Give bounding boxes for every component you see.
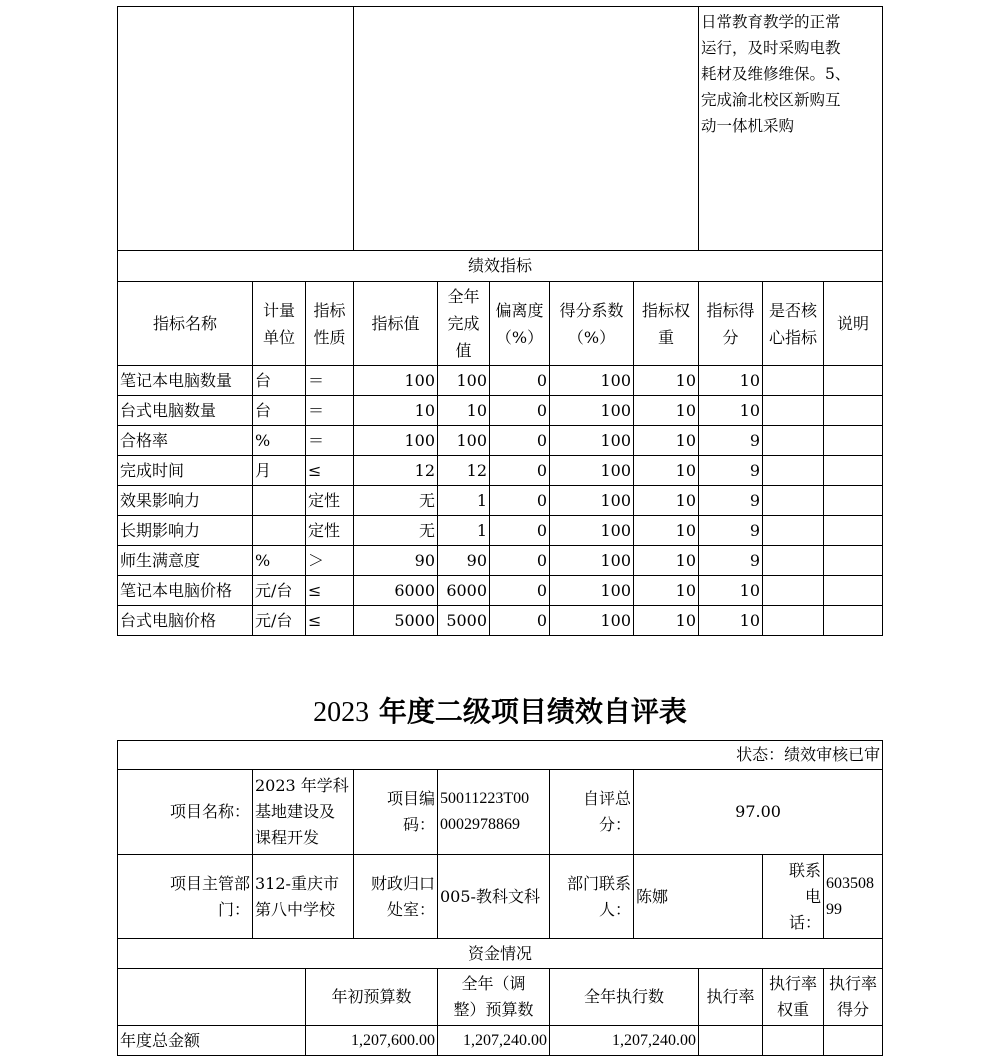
note-row [118,7,883,251]
dept-label: 项目主管部 门： [118,855,253,939]
funds-header-rate-weight: 执行率 权重 [763,969,824,1026]
finance-value: 005-教科文科 [438,855,550,939]
funds-row-label: 年度总金额 [118,1026,306,1056]
section-title-performance: 绩效指标 [118,251,883,282]
indicator-value: 无 [354,516,438,546]
indicator-value: 10 [354,396,438,426]
dept-value: 312-重庆市 第八中学校 [253,855,354,939]
indicator-name: 长期影响力 [118,516,253,546]
indicator-nature: ≤ [306,456,354,486]
indicator-remark [824,426,883,456]
indicator-score: 9 [699,486,763,516]
indicator-core [763,486,824,516]
indicator-score-coef: 100 [550,516,634,546]
indicator-score: 9 [699,546,763,576]
indicator-nature: ＝ [306,366,354,396]
note-line: 运行，及时采购电教 [701,39,841,57]
indicator-nature: 定性 [306,486,354,516]
indicator-name: 完成时间 [118,456,253,486]
project-row-1 [118,770,883,855]
indicator-remark [824,486,883,516]
indicator-completed: 5000 [438,606,490,636]
indicator-value: 5000 [354,606,438,636]
indicator-value: 90 [354,546,438,576]
indicator-score-coef: 100 [550,546,634,576]
indicator-remark [824,516,883,546]
header-completed: 全年 完成 值 [438,282,490,366]
indicator-score: 9 [699,456,763,486]
funds-header-empty [118,969,306,1026]
indicator-name: 效果影响力 [118,486,253,516]
indicator-nature: ＞ [306,546,354,576]
indicator-score: 9 [699,426,763,456]
indicator-header-row [118,282,883,366]
indicator-name: 师生满意度 [118,546,253,576]
indicator-weight: 10 [634,426,699,456]
indicator-name: 合格率 [118,426,253,456]
indicator-core [763,516,824,546]
indicator-score: 10 [699,606,763,636]
funds-initial: 1,207,600.00 [306,1026,438,1056]
indicator-name: 台式电脑数量 [118,396,253,426]
table-row [118,426,883,456]
indicator-deviation: 0 [490,516,550,546]
table-row [118,366,883,396]
indicator-score-coef: 100 [550,486,634,516]
indicator-deviation: 0 [490,576,550,606]
indicator-weight: 10 [634,576,699,606]
indicator-score-coef: 100 [550,456,634,486]
funds-rate-score [824,1026,883,1056]
header-deviation: 偏离度 （%） [490,282,550,366]
indicator-unit: 元/台 [253,606,306,636]
finance-label: 财政归口 处室： [354,855,438,939]
indicator-unit: 台 [253,396,306,426]
indicator-completed: 6000 [438,576,490,606]
note-line: 完成渝北校区新购互 [701,91,841,109]
funds-header-rate-score: 执行率 得分 [824,969,883,1026]
table-row [118,486,883,516]
project-code-label: 项目编 码： [354,770,438,855]
table-row [118,516,883,546]
indicator-rows [118,366,883,636]
indicator-core [763,426,824,456]
indicator-core [763,396,824,426]
indicator-nature: ≤ [306,606,354,636]
indicator-name: 台式电脑价格 [118,606,253,636]
header-score-coef: 得分系数 （%） [550,282,634,366]
indicator-score-coef: 100 [550,366,634,396]
indicator-weight: 10 [634,396,699,426]
indicator-deviation: 0 [490,366,550,396]
indicator-deviation: 0 [490,396,550,426]
phone-label: 联系 电 话： [763,855,824,939]
indicator-name: 笔记本电脑数量 [118,366,253,396]
funds-rows [118,1026,883,1056]
project-row-2 [118,855,883,939]
indicator-score-coef: 100 [550,606,634,636]
indicator-remark [824,576,883,606]
funds-section-title: 资金情况 [118,939,883,969]
funds-adjusted: 1,207,240.00 [438,1026,550,1056]
note-cell-empty-1 [118,7,354,251]
self-score-value: 97.00 [634,770,883,855]
indicator-core [763,546,824,576]
note-line: 动一体机采购 [701,117,795,135]
indicator-deviation: 0 [490,546,550,576]
table-row [118,456,883,486]
funds-header-rate: 执行率 [699,969,763,1026]
indicator-completed: 12 [438,456,490,486]
contact-label: 部门联系 人： [550,855,634,939]
indicator-weight: 10 [634,456,699,486]
note-line: 日常教育教学的正常 [701,13,841,31]
indicator-value: 无 [354,486,438,516]
funds-header-initial: 年初预算数 [306,969,438,1026]
table-row [118,546,883,576]
indicator-value: 6000 [354,576,438,606]
indicator-completed: 1 [438,516,490,546]
note-text [699,7,883,251]
contact-value: 陈娜 [634,855,763,939]
form-title [0,688,1000,737]
indicator-remark [824,366,883,396]
indicator-remark [824,456,883,486]
indicator-completed: 100 [438,426,490,456]
indicator-weight: 10 [634,516,699,546]
indicator-nature: ＝ [306,396,354,426]
funds-rate-weight [763,1026,824,1056]
indicator-nature: ＝ [306,426,354,456]
indicator-unit: 台 [253,366,306,396]
indicator-remark [824,606,883,636]
indicator-completed: 1 [438,486,490,516]
indicator-nature: 定性 [306,516,354,546]
indicator-score-coef: 100 [550,576,634,606]
table-row [118,606,883,636]
project-form-table [117,740,883,1056]
indicator-completed: 90 [438,546,490,576]
indicator-weight: 10 [634,486,699,516]
indicator-core [763,606,824,636]
indicator-completed: 10 [438,396,490,426]
header-remark: 说明 [824,282,883,366]
indicator-unit [253,486,306,516]
indicator-completed: 100 [438,366,490,396]
indicator-unit: 月 [253,456,306,486]
indicator-unit: % [253,546,306,576]
indicator-weight: 10 [634,366,699,396]
indicator-score-coef: 100 [550,426,634,456]
indicator-value: 100 [354,366,438,396]
project-name-value: 2023 年学科 基地建设及 课程开发 [253,770,354,855]
indicator-core [763,366,824,396]
title-text: 年度二级项目绩效自评表 [378,695,687,728]
header-value: 指标值 [354,282,438,366]
indicator-value: 12 [354,456,438,486]
indicator-unit: % [253,426,306,456]
header-score: 指标得 分 [699,282,763,366]
funds-row [118,1026,883,1056]
indicator-score: 10 [699,366,763,396]
project-name-label: 项目名称： [118,770,253,855]
header-nature: 指标 性质 [306,282,354,366]
header-name: 指标名称 [118,282,253,366]
self-score-label: 自评总 分： [550,770,634,855]
status-label: 状态：绩效审核已审 [118,741,883,770]
funds-header-adjusted: 全年（调 整）预算数 [438,969,550,1026]
indicator-unit [253,516,306,546]
project-code-value: 50011223T00 0002978869 [438,770,550,855]
indicator-core [763,456,824,486]
header-unit: 计量 单位 [253,282,306,366]
note-cell-empty-2 [354,7,699,251]
indicator-remark [824,546,883,576]
funds-rate [699,1026,763,1056]
indicator-score-coef: 100 [550,396,634,426]
funds-executed: 1,207,240.00 [550,1026,699,1056]
indicator-score: 9 [699,516,763,546]
indicator-weight: 10 [634,606,699,636]
funds-header-row [118,969,883,1026]
header-core: 是否核 心指标 [763,282,824,366]
title-year: 2023 [313,697,370,728]
indicator-score: 10 [699,576,763,606]
table-row [118,576,883,606]
indicator-deviation: 0 [490,606,550,636]
funds-header-executed: 全年执行数 [550,969,699,1026]
indicator-table [117,6,883,636]
indicator-core [763,576,824,606]
phone-value: 603508 99 [824,855,883,939]
indicator-score: 10 [699,396,763,426]
header-weight: 指标权 重 [634,282,699,366]
indicator-value: 100 [354,426,438,456]
indicator-deviation: 0 [490,426,550,456]
indicator-nature: ≤ [306,576,354,606]
indicator-remark [824,396,883,426]
note-line: 耗材及维修维保。5、 [701,65,851,83]
indicator-weight: 10 [634,546,699,576]
table-row [118,396,883,426]
indicator-unit: 元/台 [253,576,306,606]
indicator-deviation: 0 [490,486,550,516]
indicator-name: 笔记本电脑价格 [118,576,253,606]
indicator-deviation: 0 [490,456,550,486]
